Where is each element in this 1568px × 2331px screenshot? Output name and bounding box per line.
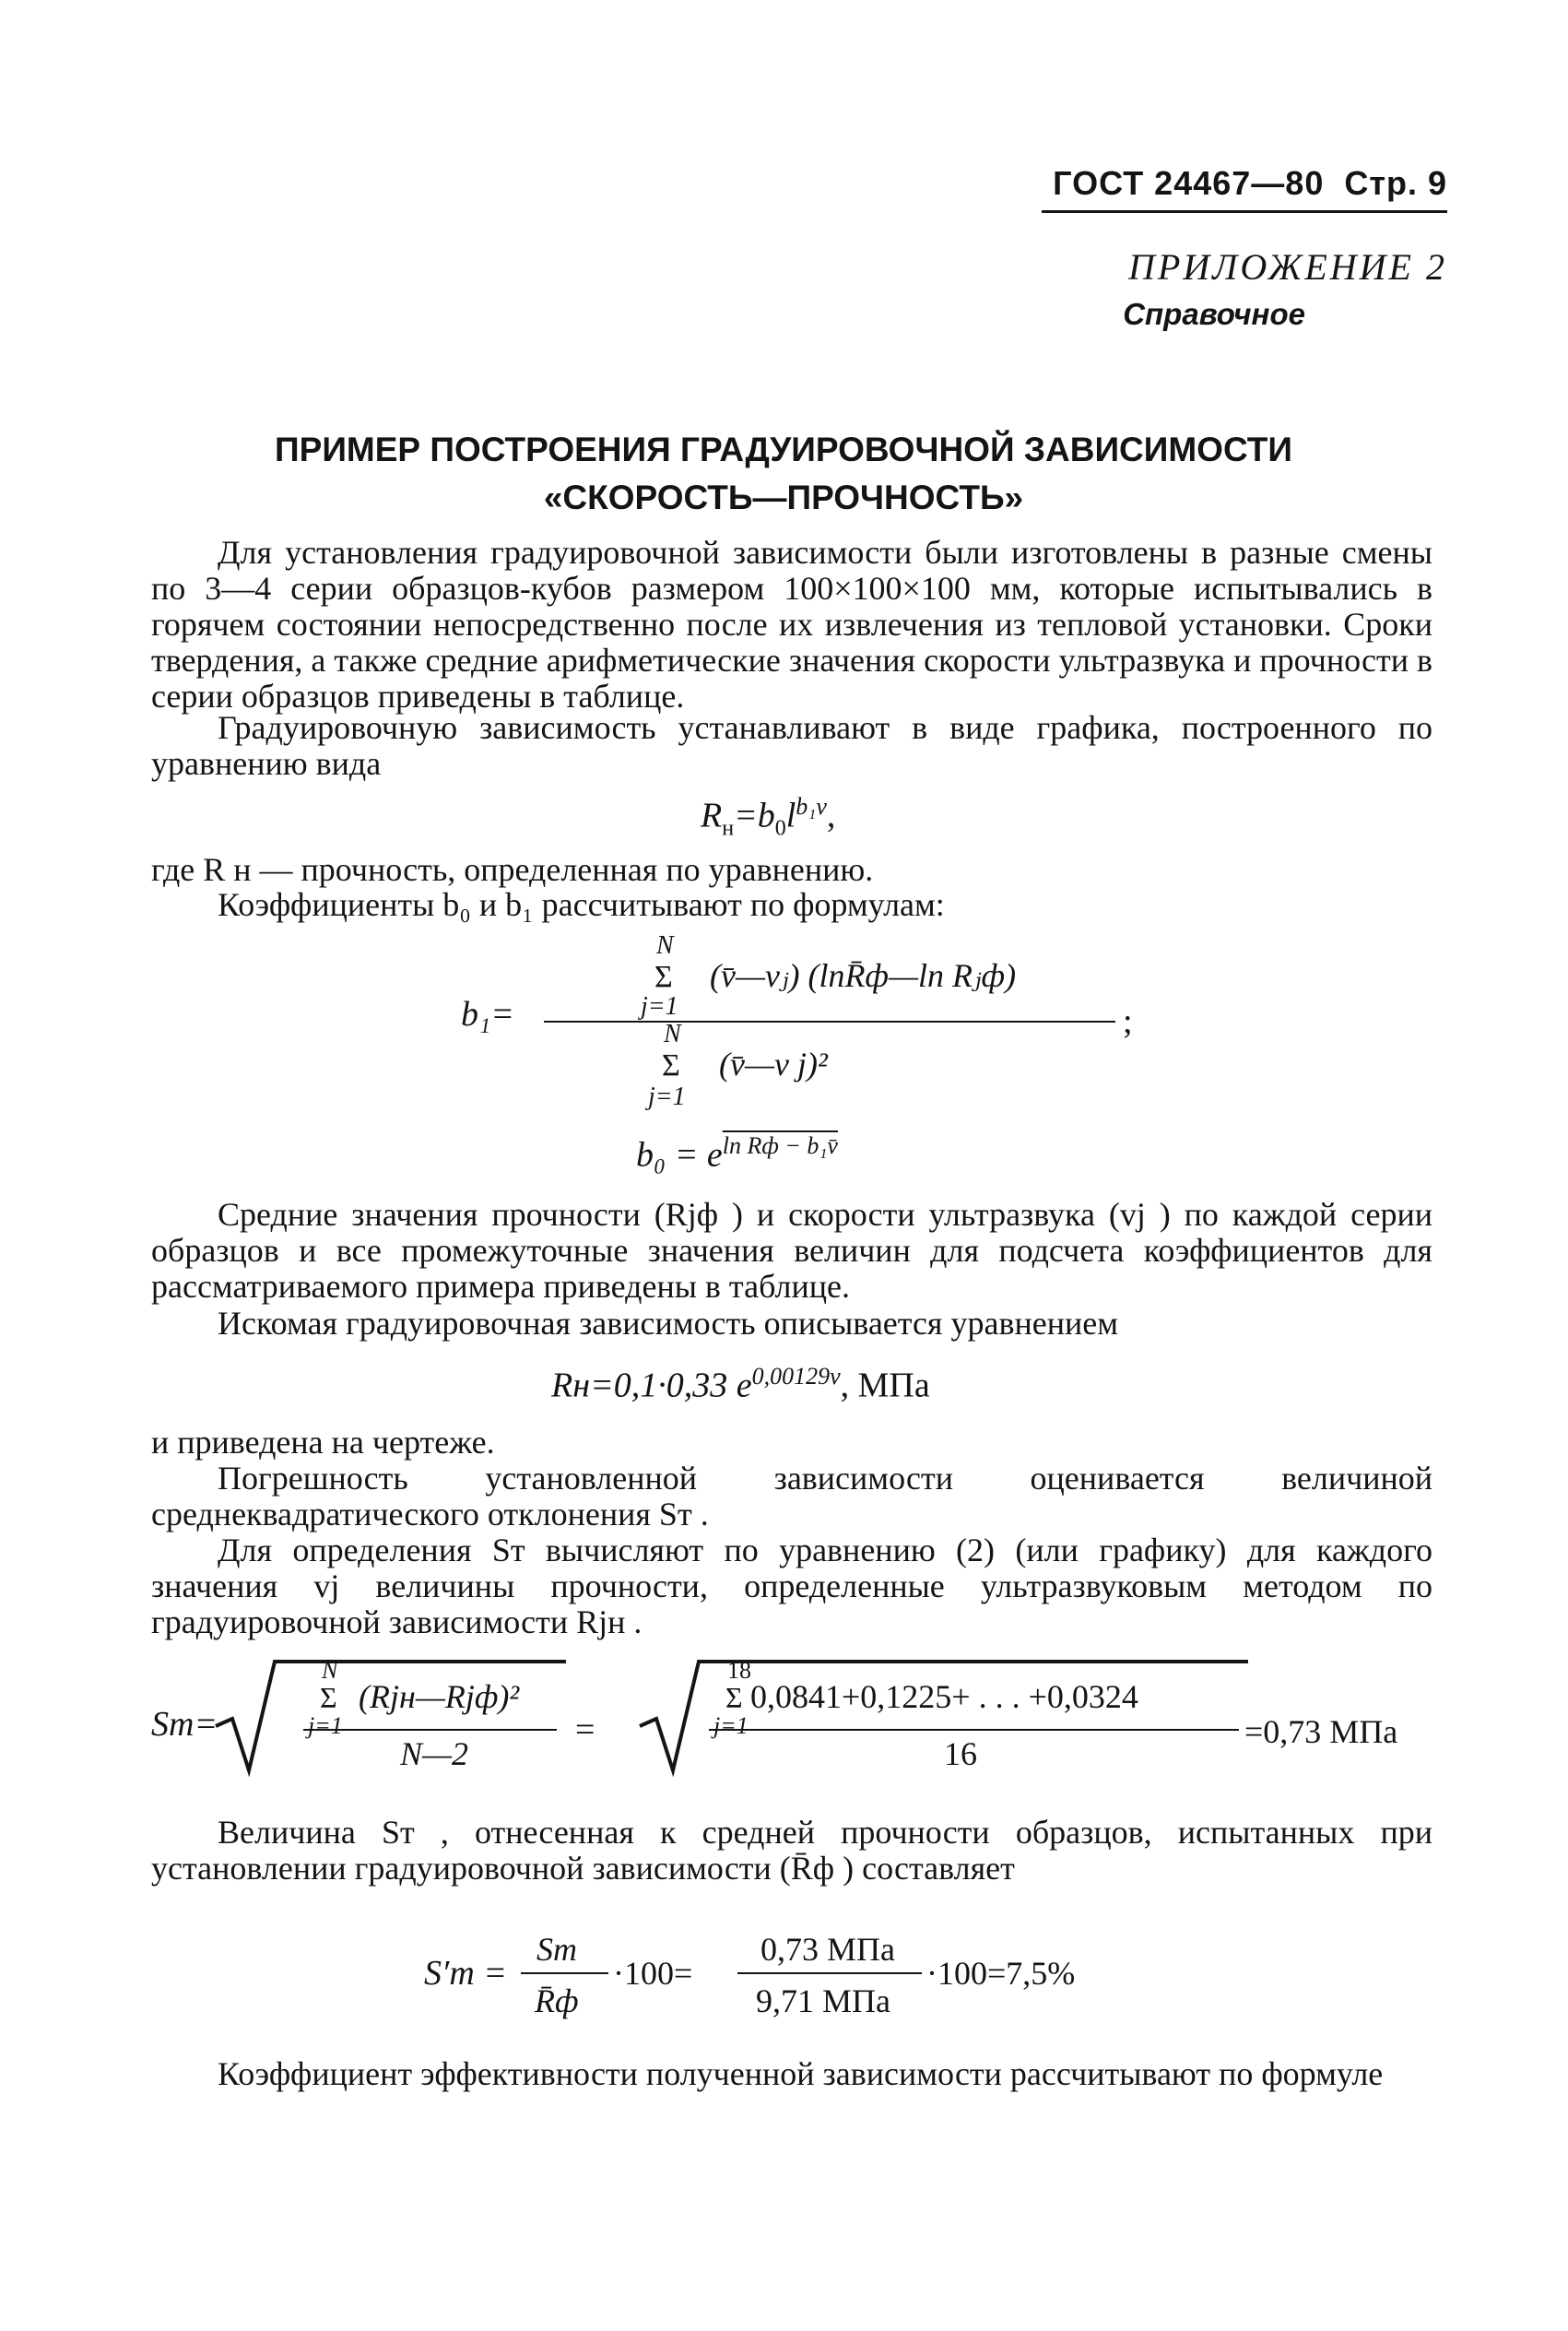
st-upper-2: 18 [727,1657,751,1684]
equation-st [151,1651,1442,1789]
st-upper-1: N [322,1657,338,1684]
st2-denominator-2: 9,71 МПа [756,1982,890,2019]
appendix-kind: Справочное [1123,297,1305,331]
page-number: Стр. 9 [1344,164,1447,202]
b1-num-lower: j=1 [641,992,678,1021]
st-lhs: Sт= [151,1705,218,1744]
st-numerator-2: 0,0841+0,1225+ . . . +0,0324 [750,1678,1138,1715]
b1-num-sigma: Σ [654,960,673,994]
st-equals: = [575,1710,595,1749]
paragraph-1: Для установления градуировочной зависимости были изготовлены в разные смены по 3—4 серии образцов-кубов размером 100×100×100 мм, которые испытывались в горячем состоянии непосредственно после их извлечения из тепловой установки. Сроки твердения, а также средние арифметические значения скорости ультразвука и прочности в серии образцов приведены в таблице. [151,534,1432,715]
equation-b0: $b_0 = e^{ln Rф - b_1v̄}$ [636,1132,838,1175]
paragraph-4: Коэффициенты b₀ и b₁ рассчитывают по формулам: [218,886,945,923]
st-denominator-2: 16 [944,1735,977,1772]
section-title-line-1: ПРИМЕР ПОСТРОЕНИЯ ГРАДУИРОВОЧНОЙ ЗАВИСИМОСТИ [275,431,1292,468]
st-lower-1: j=1 [308,1712,343,1739]
st2-middle: ·100= [613,1955,693,1992]
paragraph-9: Для определения Sт вычисляют по уравнению (2) (или графику) для каждого значения vj величины прочности, определенные ультразвуковым методом по градуировочной зависимости Rjн . [151,1532,1432,1640]
st-sigma-2: Σ [725,1681,743,1714]
equation-b1 [452,922,1152,1120]
b1-den-upper: N [664,1020,681,1048]
st-denominator-1: N—2 [400,1735,469,1772]
appendix-title: ПРИЛОЖЕНИЕ 2 [1128,246,1447,288]
b1-lhs: b₁= [461,995,514,1034]
paragraph-5: Средние значения прочности (Rjф ) и скорости ультразвука (vj ) по каждой серии образцов и все промежуточные значения величин для подсчета коэффициентов для рассматриваемого примера приведены в таблице. [151,1196,1432,1305]
equation-st-relative [424,1927,1180,2029]
b1-den-lower: j=1 [648,1083,686,1111]
st2-numerator-2: 0,73 МПа [760,1931,895,1968]
gost-number: ГОСТ 24467—80 [1053,164,1325,202]
section-title-line-2: «СКОРОСТЬ—ПРОЧНОСТЬ» [543,479,1024,516]
st-sigma-1: Σ [320,1681,337,1714]
st-lower-2: j=1 [713,1712,749,1739]
b1-den-sigma: Σ [662,1048,680,1083]
b1-num-upper: N [656,931,674,960]
b1-denominator: (v̄—v j)² [719,1046,828,1083]
st-result: =0,73 МПа [1244,1713,1398,1750]
equation-2: Rн=0,1·0,33 $e^{0,00129v}$, МПа [551,1363,930,1405]
paragraph-6: Искомая градуировочная зависимость описывается уравнением [218,1305,1118,1342]
st2-result: ·100=7,5% [926,1955,1076,1992]
paragraph-8: Погрешность установленной зависимости оценивается величиной среднеквадратического отклонения Sт . [151,1460,1432,1532]
paragraph-3: где R н — прочность, определенная по уравнению. [151,851,874,888]
section-title [138,426,1429,522]
paragraph-7: и приведена на чертеже. [151,1424,495,1461]
page-header [1042,164,1447,213]
st2-lhs: S′т = [424,1954,507,1993]
paragraph-2: Градуировочную зависимость устанавливают в виде графика, построенного по уравнению вида [151,709,1432,782]
st-numerator-1: (Rjн—Rjф)² [359,1678,520,1715]
equation-1: $R_н=b_0l^{b_1v}$, [701,793,836,841]
st2-numerator-1: Sт [536,1931,577,1968]
paragraph-10: Величина Sт , отнесенная к средней прочности образцов, испытанных при установлении градуировочной зависимости (R̄ф ) составляет [151,1814,1432,1887]
paragraph-11: Коэффициент эффективности полученной зависимости рассчитывают по формуле [218,2055,1384,2092]
b1-semicolon: ; [1123,1002,1133,1041]
st2-denominator-1: R̄ф [535,1982,579,2019]
b1-numerator: (v̄—vⱼ) (lnR̄ф—ln Rⱼф) [710,957,1017,994]
